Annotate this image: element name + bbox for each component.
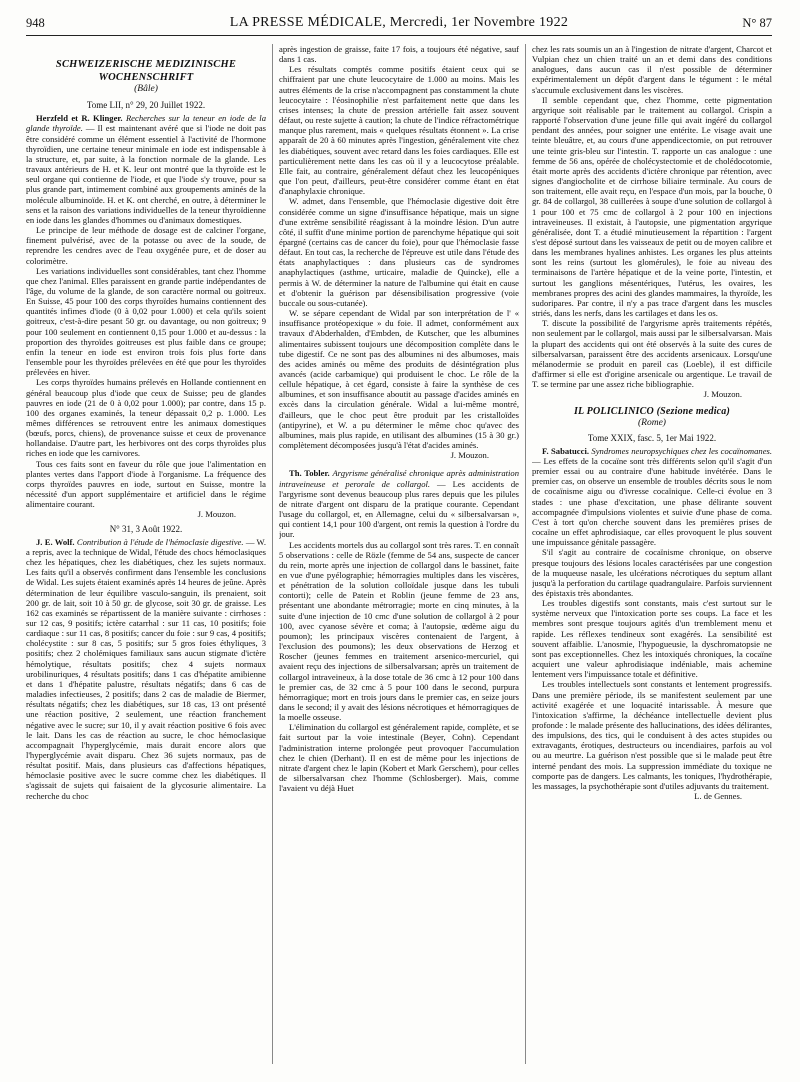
article-paragraph: Tous ces faits sont en faveur du rôle que joue l'alimentation en plantes vertes dans l'apport d'iode à l'organisme. La fréquence des corps thyroïdes pauvres en iode, surtout en Suisse, montre la nécessité d'un apport supplémentaire et artificiel dans le régime alimentaire courant. (26, 458, 266, 510)
article-columns (26, 44, 772, 1068)
column-2 (279, 44, 519, 1068)
article-paragraph: W. se sépare cependant de Widal par son interprétation de l' « insuffisance protéopexique » du foie. Il admet, conformément aux travaux d'Abderhalden, d'Embden, de Kutscher, que les albumines alimentaires subissent toujours une décomposition complète dans le tube digestif. Ce ne sont pas des albumines ni des albumoses, mais des acides aminés ou même des produits de désintégration plus avancés (acide carbamique) qui produisent le choc. Le rôle de la cellule hépatique, à cet égard, consiste à faire la synthèse de ces albumines, et son insuffisance aboutit au passage d'acides aminés en excès dans la circulation générale. Widal a lui-même montré, d'ailleurs, que le choc peut être produit par les cristalloïdes (antipyrine), et W. a pu déterminer le même choc qu'avec des albumines, mais plus rapide, en utilisant des albumines (15 à 30 gr.) complètement décomposées jusqu'à l'état d'acides aminés. (279, 308, 519, 451)
article-paragraph: Les variations individuelles sont considérables, tant chez l'homme que chez l'animal. Elles paraissent en grande partie indépendantes de l'âge, du volume de la glande, de son caractère normal ou goitreux. En Suisse, 45 pour 100 des corps thyroïdes humains contiennent des quantités infimes d'iode (0 à 0,02 pour 1.000) et cela qu'ils soient goitreux, c'est-à-dire pesant 50 gr. ou davantage, ou non goitreux; 9 pour 100 seulement en contiennent 0,15 pour 1.000 et au-dessus : la proportion des thyroïdes goitreuses est plus faible dans ce groupe; enfin la teneur en iode est environ trois fois plus forte dans l'ensemble pour les thyroïdes prélevées en été que pour les thyroïdes prélevées en hiver. (26, 265, 266, 378)
article-title: Syndromes neuropsychiques chez les cocaïnomanes. (591, 445, 772, 456)
article-paragraph: W. admet, dans l'ensemble, que l'hémoclasie digestive doit être considérée comme un signe d'insuffisance hépatique, mais un signe d'une extrême sensibilité réagissant à la moindre lésion. D'un autre côté, il suffit d'une minime portion de parenchyme hépatique qui soit épargné (certains cas de cancer du foie), pour que l'hémoclasie fasse défaut. En tout cas, la recherche de l'épreuve est utile dans l'étude des états anaphylactiques : dans plusieurs cas de syndromes anaphylactiques (asthme, urticaire, maladie de Quincke), elle a permis à W. de déterminer la nature de l'albumine qui était en cause et d'obtenir la guérison par désensibilisation progressive (voie buccale ou sous-cutanée). (279, 196, 519, 308)
article-text: — W. a repris, avec la technique de Widal, l'étude des chocs hémoclasiques chez les hépatiques, chez les diabétiques, chez les sujets normaux. Les faits qu'il a observés confirment dans l'ensemble les conclusions de Widal. Les sujets étaient examinés après 14 heures de jeûne. Après détermination de leur équilibre vasculo-sanguin, ils prenaient, soit 200 gr. de lait, soit 10 à 50 gr. de glycose, soit 30 gr. de graisse. Les 162 cas examinés se répartissent de la manière suivante : cirrhoses : sur 12 cas, 9 positifs; ictère catarrhal : sur 11 cas, 10 positifs; foie cardiaque : sur 11 cas, 8 positifs; cancer du foie : sur 9 cas, 4 positifs; cholécystite : sur 8 cas, 5 positifs; sur 5 gros foies éthyliques, 3 positifs; chez 2 cholémiques familiaux sans aucun stigmate d'ictère hémolytique, résultats positifs; chez 4 sujets normaux urobilinuriques, 4 résultats positifs; dans 1 cas d'hépatite amibienne et dans 1 d'hépatite palustre, résultats négatifs; dans 6 cas de maladies infectieuses, 2 positifs; dans 2 cas de maladie de Biermer, résultats négatifs; chez les diabétiques, sur 18 cas, 13 ont présenté une réaction positive, 2 seulement, une réaction franchement négative avec le sucre; sur 10, il y avait réaction positive 6 fois avec le lait. Dans les cas de réaction au sucre, le choc hémoclasique accompagnait l'hyperglycémie, mais durait encore alors que l'hyperglycémie avait disparu. Chez 36 sujets normaux, pas de résultat positif. Mais, dans plusieurs cas d'affections hépatiques, hémoclasie positive avec le sucre comme chez les diabétiques. Il s'agissait de sujets qui faisaient de la glycosurie alimentaire. La recherche du choc (26, 536, 266, 801)
issue-line: Tome XXIX, fasc. 5, 1er Mai 1922. (587, 432, 717, 443)
page-number: 948 (26, 16, 45, 30)
article-paragraph: Les résultats comptés comme positifs étaient ceux qui se chiffraient par une chute leucocytaire de 1.000 au moins. Mais les autres éléments de la crise n'accompagnent pas constamment la chute leucocytaire : l'éosinophilie n'est parfaitement nette que dans les crises intenses; la chute de pression artérielle fait assez souvent défaut, ou reste sujette à caution; la chute de l'indice réfractométrique manque plus rarement, mais « quelques résultats étonnent ». La crise apparaît de 20 à 60 minutes après l'ingestion, généralement vite chez les diabétiques, souvent avec retard dans les foies cardiaques. Elle est particulièrement nette dans les cas où il y a leucocytose préalable. Elle fait, au contraire, généralement défaut chez les leucopéniques que l'on peut, d'ailleurs, peut-être considérer comme étant en état d'anaphylaxie chronique. (279, 64, 519, 197)
article-text: — Les accidents de l'argyrisme sont devenus beaucoup plus rares depuis que les pilules de nitrate d'argent ont disparu de la pratique courante. Cependant l'usage du collargol, et, en Allemagne, celui du « silbersalvarsan », qui contient 14,1 pour 100 d'argent, ont remis la question à l'ordre du jour. (279, 478, 519, 540)
article-herzfeld-p0 (26, 113, 266, 225)
masthead: LA PRESSE MÉDICALE, Mercredi, 1er Novembre 1922 (229, 15, 569, 30)
issue-number: N° 87 (742, 16, 772, 30)
article-author: Herzfeld et R. Klinger. (36, 113, 123, 124)
article-title: Argyrisme généralisé chronique après administration intraveineuse et perorale de collargol. (279, 468, 519, 489)
article-title: Contribution à l'étude de l'hémoclasie digestive. (76, 536, 244, 547)
article-author: Th. Tobler. (289, 468, 330, 479)
article-paragraph: L'élimination du collargol est généralement rapide, complète, et se fait surtout par la voie intestinale (Beyer, Cohn). Cependant l'administration interne prolongée peut provoquer l'accumulation chez le chien (Derhant). Il en est de même pour les injections de nitrate d'argent chez le lapin (Kobert et Mark Gerschem), pour celles de silbersalvarsan chez l'homme (Schlosberger). Mais, comme l'avaient vu déjà Huet (279, 722, 519, 794)
issue-line: Tome LII, n° 29, 20 Juillet 1922. (86, 100, 206, 111)
journal-city: (Rome) (638, 418, 666, 429)
article-wolf-p0 (26, 537, 266, 801)
journal-city: (Bâle) (134, 84, 158, 94)
journal-title: SCHWEIZERISCHE MEDIZINISCHE WOCHENSCHRIFT (55, 59, 237, 83)
article-paragraph: Les accidents mortels dus au collargol sont très rares. T. en connaît 5 observations : celle de Rözle (femme de 54 ans, suspecte de cancer du rein, morte après une injection de collargol dans le bassinet, faite en vue d'une pyélographie; hémorragies multiples dans les viscères, et pénétration de la solution colloïdale jusque dans les tubuli contorti); celle de Patein et Roblin (jeune femme de 23 ans, présentant une abondante métrorragie; morte en cinq minutes, à la suite d'une injection de 10 cmc d'une solution de collargol à 2 pour 100, avec cyanose sévère et coma; à l'autopsie, œdème aigu du poumon); les principaux viscères contenaient de l'argent, à l'exclusion des poumons); les deux observations de Herzog et Roscher (jeunes femmes en traitement arsenico-mercuriel, qui avaient reçu des injections de silbersalvarsan; après un traitement de collargol intraveineux, à la dose totale de 36 cmc à 12 pour 100 dans le premier cas, de 32 cmc à 5 pour 100 dans le second, purpura hémorragique; mort en trois jours dans le premier cas, en seize jours dans le second; il y avait des lésions nécrotiques et hémorragiques de la moelle osseuse. (279, 539, 519, 723)
article-paragraph: Les corps thyroïdes humains prélevés en Hollande contiennent en général beaucoup plus d'iode que ceux de Suisse; peu de glandes pauvres en iode (21 de 0 à 0,02 pour 1.000); par contre, dans 15 p. 100 des organes examinés, la teneur dépassait 0,2 p. 1.000. Les mêmes différences se retrouvent entre les animaux domestiques (bœufs, porcs, chiens), de provenance suisse et ceux de provenance hollandaise. D'autre part, les herbivores ont des corps thyroïdes plus riches en iode que les carnivores. (26, 377, 266, 459)
column-3 (532, 44, 772, 1068)
article-text: — Les effets de la cocaïne sont très différents selon qu'il s'agit d'un premier essai ou au contraire d'une habitude invétérée. Dans le premier cas, on observe un ensemble de troubles décrits sous le nom de cocaïnisme aigu ou d'ivresse cocaïnique. Celle-ci évolue en 3 stades : une phase d'excitation, une phase délirante souvent accompagnée d'impulsions violentes et suivie d'une phase de coma. C'est à tort qu'on cherche souvent dans les premières prises de cocaïne un effet aphrodisiaque, car elles provoquent le plus souvent une impuissance génitale passagère. (532, 455, 772, 548)
article-paragraph: chez les rats soumis un an à l'ingestion de nitrate d'argent, Charcot et Vulpian chez un chien traité un an et demi dans des conditions analogues, dans aucun cas il n'est possible de déterminer expérimentalement un dépôt d'argent dans le tégument : le métal s'accumule exclusivement dans les viscères. (532, 44, 772, 95)
article-paragraph: après ingestion de graisse, faite 17 fois, a toujours été négative, sauf dans 1 cas. (279, 44, 519, 65)
article-author: F. Sabatucci. (542, 445, 589, 456)
article-title: Recherches sur la teneur en iode de la glande thyroïde. (26, 113, 266, 134)
issue-line: N° 31, 3 Août 1922. (109, 523, 183, 534)
article-paragraph: Il semble cependant que, chez l'homme, cette pigmentation argyrique soit réalisable par le traitement au collargol. Crispin a rapporté l'observation d'une jeune fille qui avait ingéré du collargol pendant des années, pour soigner une entérite. Le visage avait une teinte bleuâtre, et, au cours d'une appendicectomie, on put retrouver une teinte gris-bleu sur l'intestin. T. rapporte un cas analogue : une femme de 56 ans, opérée de cholécystectomie et de cholédocotomie, était morte après des accidents d'ictère chronique par rétention, avec signes d'angiocholite et de cirrhose biliaire terminale. Au cours de son traitement, elle avait reçu, en l'espace d'un mois, par la bouche, 0 gr. 84 de collargol, 38 cuillerées à soupe d'une solution de collargol à 1 pour 100 et 75 cmc de collargol à 2 pour 100 en injections intraveineuses. Il existait, à l'autopsie, une pigmentation argyrique généralisée, dont T. a étudié minutieusement la répartition : l'argent s'est déposé surtout dans les vaisseaux de petit ou de moyen calibre et dans les membranes hyalines anhistes. Les organes les plus atteints sont les reins (surtout les glomérules), le foie au niveau des terminaisons de l'artère hépatique et de la veine porte, l'intestin, et surtout les ganglions mésentériques, l'utérus, les ovaires, les membranes propres des acini des glandes mammaires, la thyroïde, les sudoripares. Par contre, il n'y a pas trace d'argent dans les muscles striés, dans les nerfs, dans les cartilages et dans les os. (532, 94, 772, 319)
page-header (26, 14, 772, 36)
article-paragraph: Le principe de leur méthode de dosage est de calciner l'organe, finement pulvérisé, avec de la potasse ou avec de la soude, de reprendre les cendres avec de l'eau oxygénée pure, et de doser au colorimètre. (26, 225, 266, 266)
journal-title: IL POLICLINICO (Sezione medica) (573, 406, 731, 418)
article-signature: J. Mouzon. (703, 389, 742, 400)
article-paragraph: S'il s'agit au contraire de cocaïnisme chronique, on observe presque toujours des lésions locales caractérisées par une congestion de la muqueuse nasale, les ulcérations nécrotiques du septum allant jusqu'à la perforation du cartilage quadrangulaire. Parfois surviennent des épistaxis très abondantes. (532, 547, 772, 598)
article-paragraph: Les troubles digestifs sont constants, mais c'est surtout sur le système nerveux que l'intoxication porte ses coups. La face et les membres sont presque toujours agités d'un tremblement menu et rapide. Les réflexes tendineux sont exagérés. La sensibilité est souvent affaiblie. L'anosmie, l'hypogueusie, la dyschromatopsie ne sont pas exceptionnelles. Chez les intoxiqués chroniques, la cocaïne acquiert une valeur aphrodisiaque indéniable, mais achemine lentement vers l'impuissance totale et définitive. (532, 598, 772, 680)
article-author: J. E. Wolf. (36, 536, 75, 547)
article-signature: L. de Gennes. (694, 791, 742, 802)
column-1 (26, 44, 266, 1068)
article-paragraph: Les troubles intellectuels sont constants et lentement progressifs. Dans une première période, ils se manifestent seulement par une activité exagérée et une loquacité intarissable. À mesure que l'intoxication s'affirme, la déchéance intellectuelle devient plus profonde : le malade présente des hallucinations, des idées délirantes, des impulsions, des tics, qui le conduisent à des actes stupides ou extravagants, érotiques, destructeurs ou incendiaires, parfois au vol ou au meurtre. La guérison n'est possible que si le malade peut être interné pendant des mois. La suppression immédiate du toxique ne comporte pas de dangers. Les calmants, les toniques, l'hydrothérapie, les massages, la psychothérapie sont d'utiles adjuvants du traitement. (532, 679, 772, 791)
article-sabatucci-p0 (532, 446, 772, 548)
article-signature: J. Mouzon. (450, 450, 489, 461)
article-tobler-p0 (279, 468, 519, 539)
article-paragraph: T. discute la possibilité de l'argyrisme après traitements répétés, non seulement par le collargol, mais aussi par le silbersalvarsan. Mais la plupart des accidents qui ont été observés à la suite des cures de silbersalvarsan, paraissent être des accidents arsenicaux. Lorsqu'une mélanodermie se produit en pareil cas (Loeble), il est difficile d'affirmer si elle est d'origine arsenicale ou argentique. Le travail de T. se termine par une assez riche bibliographie. (532, 318, 772, 390)
article-text: — Il est maintenant avéré que si l'iode ne doit pas être considéré comme un élément essentiel à l'activité de l'hormone thyroïdien, une certaine teneur minimale en iode est indispensable à la structure, et, par suite, à la fonction normale de la glande. Les travaux antérieurs de H. et K. leur ont montré que la thyroïde est le seul organe qui contienne de l'iode, et que l'iode s'y trouve, pour sa plus grande part, intimement combiné aux groupements aminés de la molécule albuminoïde. H. et K. ont cherché, en outre, à déterminer le sens et la raison des variations individuelles de la teneur thyroïdienne en iode dans les glandes d'hommes ou d'animaux domestiques. (26, 123, 266, 225)
article-signature: J. Mouzon. (197, 509, 236, 520)
